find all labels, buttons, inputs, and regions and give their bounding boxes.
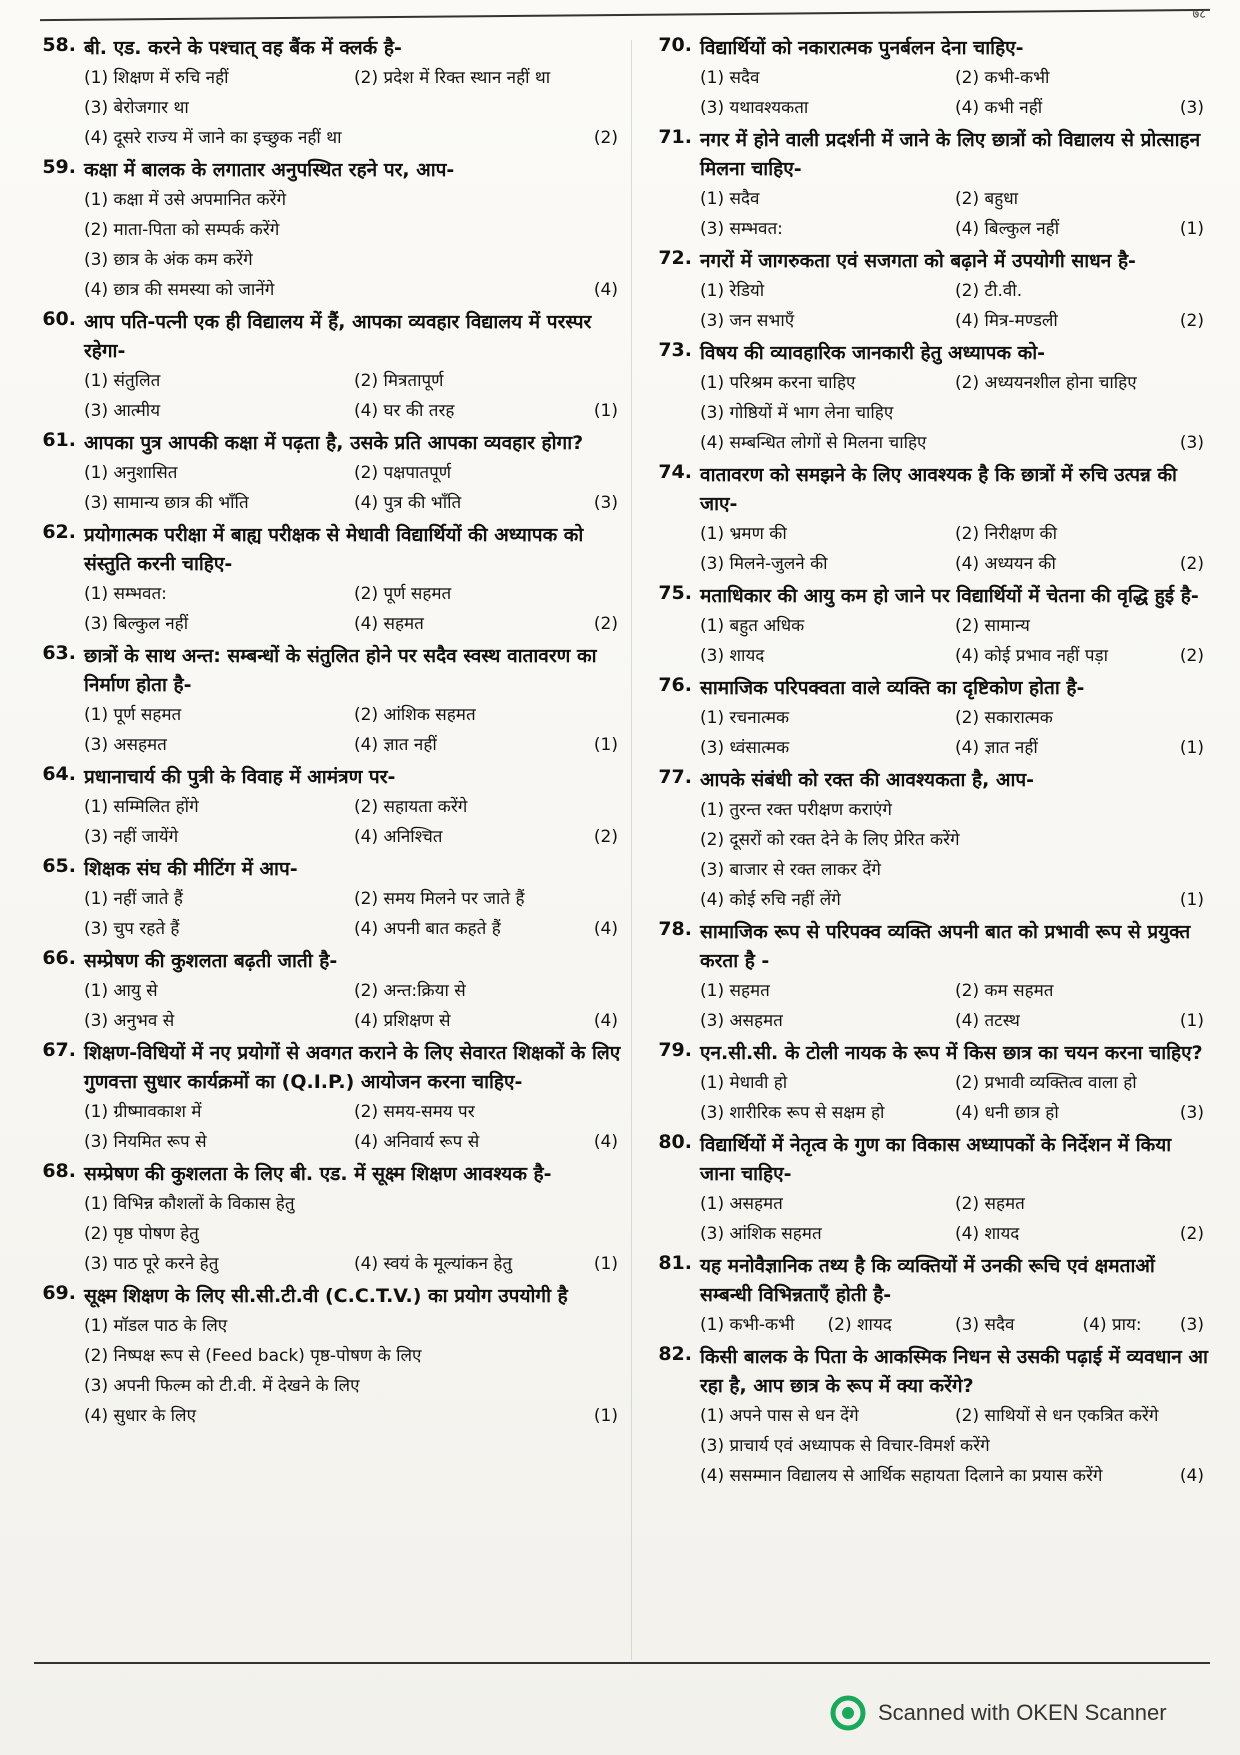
question-text: मताधिकार की आयु कम हो जाने पर विद्यार्थियों में चेतना की वृद्धि हुई है- [700,585,1199,607]
option-1: (1) असहमत [700,1194,783,1214]
answer-key: (1) [1179,890,1204,910]
option-4: (4) पुत्र की भाँति [354,493,462,513]
question-head [650,1252,1210,1310]
option-3: (3) नहीं जायेंगे [84,827,179,847]
options-list [650,519,1210,579]
option-2: (2) आंशिक सहमत [354,705,476,725]
answer-key: (4) [1179,1466,1204,1486]
options-list [650,63,1210,123]
question-text: छात्रों के साथ अन्त: सम्बन्धों के संतुलित होने पर सदैव स्वस्थ वातावरण का निर्माण होता है- [84,645,597,696]
option-1: (1) मेधावी हो [700,1073,788,1093]
question-76 [650,674,1210,763]
question-head [650,582,1210,611]
question-text: कक्षा में बालक के लगातार अनुपस्थित रहने पर, आप- [84,159,455,181]
option-4: (4) कोई प्रभाव नहीं पड़ा [955,646,1108,666]
question-head [34,763,624,792]
question-head [34,642,624,700]
option-2: (2) सकारात्मक [955,708,1053,728]
question-number: 62. [42,521,76,543]
option-4: (4) कोई रुचि नहीं लेंगे [700,890,841,910]
question-head [34,1282,624,1311]
option-2: (2) निष्पक्ष रूप से (Feed back) पृष्ठ-पोषण के लिए [84,1346,422,1366]
option-1: (1) विभिन्न कौशलों के विकास हेतु [84,1194,295,1214]
question-number: 74. [658,461,692,483]
option-1: (1) सम्मिलित होंगे [84,797,199,817]
option-3: (3) यथावश्यकता [700,98,809,118]
option-4: (4) प्रशिक्षण से [354,1011,451,1031]
options-list [650,184,1210,244]
option-3: (3) प्राचार्य एवं अध्यापक से विचार-विमर्श करेंगे [700,1436,990,1456]
option-2: (2) बहुधा [955,189,1019,209]
question-number: 61. [42,429,76,451]
option-2: (2) प्रदेश में रिक्त स्थान नहीं था [354,68,551,88]
question-number: 82. [658,1343,692,1365]
question-head [34,308,624,366]
question-number: 71. [658,126,692,148]
question-text: प्रयोगात्मक परीक्षा में बाह्य परीक्षक से मेधावी विद्यार्थियों की अध्यापक को संस्तुति करनी चाहिए- [84,524,584,575]
option-2: (2) साथियों से धन एकत्रित करेंगे [955,1406,1159,1426]
answer-key: (2) [1179,311,1204,331]
options-list [34,366,624,426]
options-list [34,700,624,760]
question-number: 65. [42,855,76,877]
option-4: (4) धनी छात्र हो [955,1103,1059,1123]
question-text: विद्यार्थियों में नेतृत्व के गुण का विकास अध्यापकों के निर्देशन में किया जाना चाहिए- [700,1134,1172,1185]
question-text: बी. एड. करने के पश्चात् वह बैंक में क्लर्क है- [84,37,402,59]
option-3: (3) सम्भवत: [700,219,783,239]
question-58 [34,34,624,153]
option-1: (1) सदैव [700,68,760,88]
option-1: (1) शिक्षण में रुचि नहीं [84,68,229,88]
option-2: (2) सहमत [955,1194,1025,1214]
question-61 [34,429,624,518]
question-number: 72. [658,247,692,269]
option-1: (1) आयु से [84,981,158,1001]
question-62 [34,521,624,639]
left-column [34,34,624,1434]
question-head [34,947,624,976]
question-71 [650,126,1210,244]
top-rule [40,9,1210,21]
option-1: (1) रचनात्मक [700,708,790,728]
options-list [34,976,624,1036]
question-text: सामाजिक रूप से परिपक्व व्यक्ति अपनी बात को प्रभावी रूप से प्रयुक्त करता है - [700,921,1191,972]
question-text: किसी बालक के पिता के आकस्मिक निधन से उसकी पढ़ाई में व्यवधान आ रहा है, आप छात्र के रूप में क्या करेंगे? [700,1346,1208,1397]
option-3: (3) चुप रहते हैं [84,919,180,939]
question-number: 79. [658,1039,692,1061]
options-list [34,63,624,153]
oken-scanner-logo-icon [830,1695,866,1731]
options-list [650,1310,1210,1340]
option-2: (2) सामान्य [955,616,1030,636]
option-4: (4) अपनी बात कहते हैं [354,919,501,939]
option-4: (4) मित्र-मण्डली [955,311,1058,331]
option-3: (3) अपनी फिल्म को टी.वी. में देखने के लिए [84,1376,360,1396]
bottom-rule [34,1662,1210,1664]
question-63 [34,642,624,760]
option-4: (4) घर की तरह [354,401,455,421]
option-2: (2) माता-पिता को सम्पर्क करेंगे [84,220,280,240]
question-head [34,855,624,884]
option-2: (2) पक्षपातपूर्ण [354,463,452,483]
options-list [34,792,624,852]
option-1: (1) नहीं जाते हैं [84,889,183,909]
option-3: (3) छात्र के अंक कम करेंगे [84,250,253,270]
option-1: (1) बहुत अधिक [700,616,805,636]
options-list [650,611,1210,671]
answer-key: (4) [593,1011,618,1031]
option-2: (2) शायद [827,1315,892,1335]
question-number: 58. [42,34,76,56]
question-head [650,674,1210,703]
answer-key: (1) [1179,219,1204,239]
option-3: (3) शारीरिक रूप से सक्षम हो [700,1103,885,1123]
question-head [34,1039,624,1097]
question-82 [650,1343,1210,1491]
options-list [34,1097,624,1157]
option-4: (4) शायद [955,1224,1020,1244]
answer-key: (2) [593,827,618,847]
option-4: (4) तटस्थ [955,1011,1020,1031]
option-1: (1) सहमत [700,981,770,1001]
column-divider [631,40,632,1660]
option-3: (3) पाठ पूरे करने हेतु [84,1254,219,1274]
question-number: 77. [658,766,692,788]
question-head [650,461,1210,519]
question-head [650,34,1210,63]
question-60 [34,308,624,426]
options-list [650,276,1210,336]
question-head [650,339,1210,368]
options-list [650,703,1210,763]
option-1: (1) अनुशासित [84,463,178,483]
option-3: (3) ध्वंसात्मक [700,738,790,758]
answer-key: (3) [1179,1103,1204,1123]
option-3: (3) जन सभाएँ [700,311,795,331]
answer-key: (2) [593,614,618,634]
question-81 [650,1252,1210,1340]
answer-key: (2) [1179,1224,1204,1244]
question-number: 63. [42,642,76,664]
option-3: (3) सदैव [955,1315,1015,1335]
option-4: (4) दूसरे राज्य में जाने का इच्छुक नहीं था [84,128,342,148]
question-72 [650,247,1210,336]
options-list [650,1068,1210,1128]
option-4: (4) छात्र की समस्या को जानेंगे [84,280,275,300]
question-text: सामाजिक परिपक्वता वाले व्यक्ति का दृष्टिकोण होता है- [700,677,1085,699]
question-text: एन.सी.सी. के टोली नायक के रूप में किस छात्र का चयन करना चाहिए? [700,1042,1203,1064]
question-head [34,521,624,579]
question-78 [650,918,1210,1036]
question-text: विषय की व्यावहारिक जानकारी हेतु अध्यापक को- [700,342,1046,364]
option-3: (3) बिल्कुल नहीं [84,614,189,634]
question-number: 66. [42,947,76,969]
question-77 [650,766,1210,915]
option-3: (3) सामान्य छात्र की भाँति [84,493,249,513]
option-1: (1) रेडियो [700,281,765,301]
question-number: 68. [42,1160,76,1182]
options-list [34,185,624,305]
option-1: (1) सम्भवत: [84,584,167,604]
answer-key: (4) [593,919,618,939]
question-number: 64. [42,763,76,785]
question-number: 70. [658,34,692,56]
option-4: (4) अनिवार्य रूप से [354,1132,480,1152]
question-text: प्रधानाचार्य की पुत्री के विवाह में आमंत्रण पर- [84,766,396,788]
options-list [650,1401,1210,1491]
scanner-watermark [830,1695,1167,1731]
option-1: (1) परिश्रम करना चाहिए [700,373,856,393]
question-65 [34,855,624,944]
question-head [650,918,1210,976]
question-head [34,1160,624,1189]
question-66 [34,947,624,1036]
answer-key: (2) [1179,646,1204,666]
option-1: (1) पूर्ण सहमत [84,705,182,725]
question-74 [650,461,1210,579]
question-73 [650,339,1210,458]
question-75 [650,582,1210,671]
question-80 [650,1131,1210,1249]
option-4: (4) प्राय: [1082,1315,1142,1335]
question-79 [650,1039,1210,1128]
option-4: (4) सम्बन्धित लोगों से मिलना चाहिए [700,433,927,453]
options-list [34,1311,624,1431]
option-4: (4) अनिश्चित [354,827,443,847]
question-head [650,126,1210,184]
answer-key: (1) [1179,738,1204,758]
question-text: सम्प्रेषण की कुशलता के लिए बी. एड. में सूक्ष्म शिक्षण आवश्यक है- [84,1163,552,1185]
question-69 [34,1282,624,1431]
question-text: विद्यार्थियों को नकारात्मक पुनर्बलन देना चाहिए- [700,37,1024,59]
question-text: वातावरण को समझने के लिए आवश्यक है कि छात्रों में रुचि उत्पन्न की जाए- [700,464,1177,515]
question-text: यह मनोवैज्ञानिक तथ्य है कि व्यक्तियों में उनकी रूचि एवं क्षमताओं सम्बन्धी विभिन्नताएँ होती है- [700,1255,1155,1306]
answer-key: (3) [1179,98,1204,118]
answer-key: (1) [593,1406,618,1426]
answer-key: (4) [593,1132,618,1152]
options-list [650,795,1210,915]
question-number: 67. [42,1039,76,1061]
option-1: (1) मॉडल पाठ के लिए [84,1316,228,1336]
option-2: (2) दूसरों को रक्त देने के लिए प्रेरित करेंगे [700,830,960,850]
option-3: (3) बेरोजगार था [84,98,189,118]
option-2: (2) पूर्ण सहमत [354,584,452,604]
option-2: (2) कभी-कभी [955,68,1050,88]
answer-key: (3) [1179,433,1204,453]
options-list [34,579,624,639]
question-text: आप पति-पत्नी एक ही विद्यालय में हैं, आपका व्यवहार विद्यालय में परस्पर रहेगा- [84,311,592,362]
option-2: (2) अध्ययनशील होना चाहिए [955,373,1137,393]
option-3: (3) बाजार से रक्त लाकर देंगे [700,860,881,880]
right-column [650,34,1210,1494]
option-2: (2) समय मिलने पर जाते हैं [354,889,525,909]
question-70 [650,34,1210,123]
answer-key: (4) [593,280,618,300]
question-64 [34,763,624,852]
question-head [650,766,1210,795]
question-text: नगरों में जागरुकता एवं सजगता को बढ़ाने में उपयोगी साधन है- [700,250,1136,272]
option-1: (1) कक्षा में उसे अपमानित करेंगे [84,190,287,210]
question-number: 69. [42,1282,76,1304]
option-3: (3) असहमत [700,1011,783,1031]
option-1: (1) संतुलित [84,371,161,391]
answer-key: (1) [593,401,618,421]
option-3: (3) आत्मीय [84,401,161,421]
options-list [34,1189,624,1279]
question-text: सूक्ष्म शिक्षण के लिए सी.सी.टी.वी (C.C.T.V.) का प्रयोग उपयोगी है [84,1285,568,1307]
options-list [650,368,1210,458]
question-67 [34,1039,624,1157]
option-2: (2) टी.वी. [955,281,1023,301]
question-text: नगर में होने वाली प्रदर्शनी में जाने के लिए छात्रों को विद्यालय से प्रोत्साहन मिलना चाहिए- [700,129,1201,180]
option-2: (2) पृष्ठ पोषण हेतु [84,1224,199,1244]
question-head [650,1343,1210,1401]
question-head [650,1131,1210,1189]
option-1: (1) तुरन्त रक्त परीक्षण कराएंगे [700,800,892,820]
question-text: आपका पुत्र आपकी कक्षा में पढ़ता है, उसके प्रति आपका व्यवहार होगा? [84,432,584,454]
question-number: 60. [42,308,76,330]
option-4: (4) सहमत [354,614,424,634]
answer-key: (1) [593,735,618,755]
options-list [34,884,624,944]
question-text: शिक्षक संघ की मीटिंग में आप- [84,858,298,880]
options-list [34,458,624,518]
question-head [650,1039,1210,1068]
option-1: (1) ग्रीष्मावकाश में [84,1102,202,1122]
question-head [34,34,624,63]
question-text: आपके संबंधी को रक्त की आवश्यकता है, आप- [700,769,1035,791]
option-2: (2) समय-समय पर [354,1102,475,1122]
option-4: (4) कभी नहीं [955,98,1043,118]
option-4: (4) ज्ञात नहीं [354,735,437,755]
question-text: सम्प्रेषण की कुशलता बढ़ती जाती है- [84,950,338,972]
option-3: (3) गोष्ठियों में भाग लेना चाहिए [700,403,894,423]
option-2: (2) सहायता करेंगे [354,797,468,817]
scanner-label: Scanned with OKEN Scanner [878,1700,1167,1725]
option-4: (4) ससम्मान विद्यालय से आर्थिक सहायता दिलाने का प्रयास करेंगे [700,1466,1103,1486]
option-2: (2) निरीक्षण की [955,524,1058,544]
question-number: 75. [658,582,692,604]
options-list [650,976,1210,1036]
options-list [650,1189,1210,1249]
answer-key: (2) [1179,554,1204,574]
option-3: (3) आंशिक सहमत [700,1224,822,1244]
option-3: (3) अनुभव से [84,1011,175,1031]
question-68 [34,1160,624,1279]
question-head [650,247,1210,276]
option-4: (4) स्वयं के मूल्यांकन हेतु [354,1254,513,1274]
option-4: (4) ज्ञात नहीं [955,738,1038,758]
question-number: 76. [658,674,692,696]
option-1: (1) भ्रमण की [700,524,787,544]
option-2: (2) अन्त:क्रिया से [354,981,466,1001]
page-number: ७८ [1192,7,1206,22]
question-number: 59. [42,156,76,178]
question-number: 81. [658,1252,692,1274]
option-3: (3) शायद [700,646,765,666]
option-3: (3) नियमित रूप से [84,1132,207,1152]
option-3: (3) मिलने-जुलने की [700,554,828,574]
answer-key: (3) [593,493,618,513]
answer-key: (2) [593,128,618,148]
question-text: शिक्षण-विधियों में नए प्रयोगों से अवगत कराने के लिए सेवारत शिक्षकों के लिए गुणवत्ता सुधार कार्यक्रमों का (Q.I.P.) आयोजन करना चाहिए- [84,1042,621,1093]
answer-key: (1) [593,1254,618,1274]
option-2: (2) मित्रतापूर्ण [354,371,444,391]
answer-key: (3) [1179,1315,1204,1335]
option-4: (4) बिल्कुल नहीं [955,219,1060,239]
option-1: (1) अपने पास से धन देंगे [700,1406,859,1426]
question-head [34,429,624,458]
question-number: 80. [658,1131,692,1153]
option-2: (2) प्रभावी व्यक्तित्व वाला हो [955,1073,1137,1093]
option-1: (1) सदैव [700,189,760,209]
option-4: (4) सुधार के लिए [84,1406,196,1426]
answer-key: (1) [1179,1011,1204,1031]
option-1: (1) कभी-कभी [700,1315,795,1335]
question-number: 73. [658,339,692,361]
option-4: (4) अध्ययन की [955,554,1056,574]
question-number: 78. [658,918,692,940]
option-2: (2) कम सहमत [955,981,1054,1001]
question-59 [34,156,624,305]
question-head [34,156,624,185]
option-3: (3) असहमत [84,735,167,755]
